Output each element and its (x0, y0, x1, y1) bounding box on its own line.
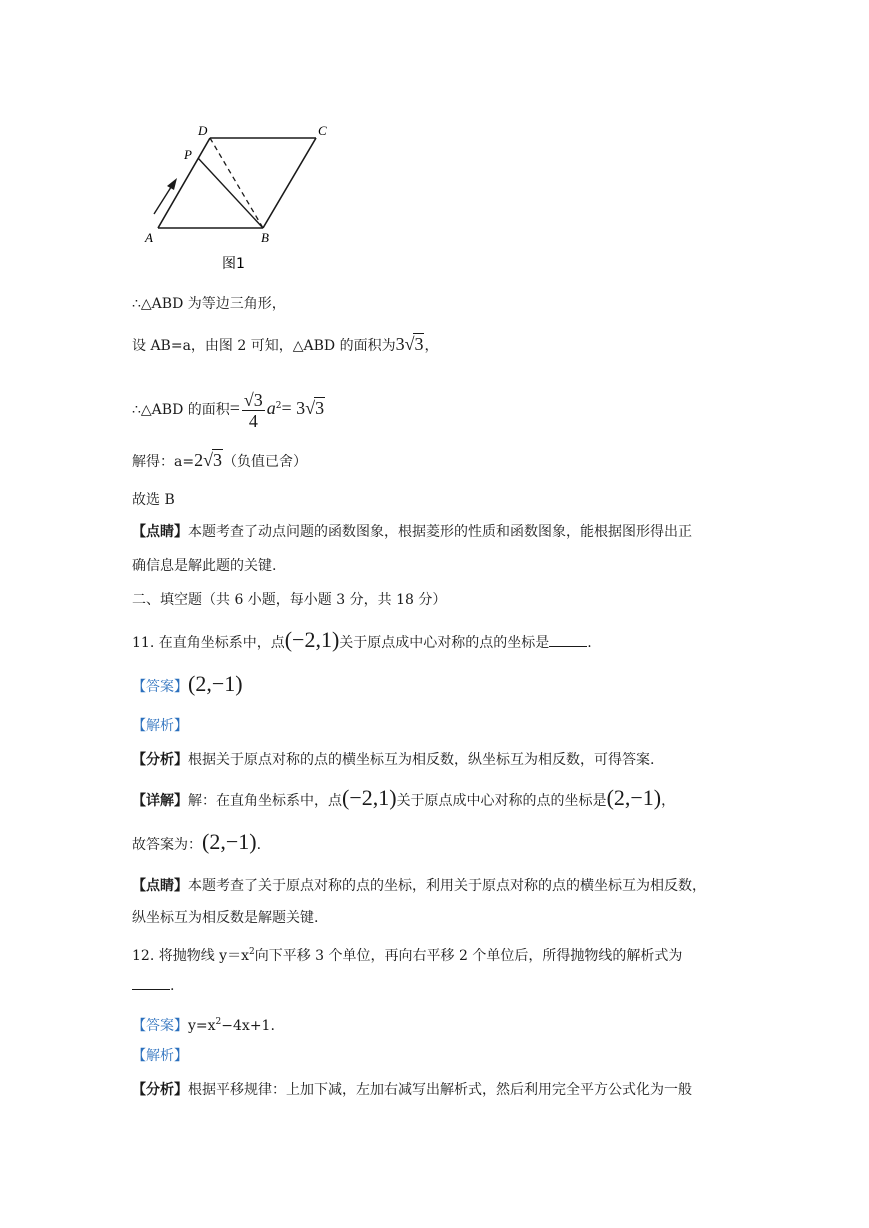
text: 关于原点成中心对称的点的坐标是 (339, 635, 550, 651)
figure-caption: 图1 (222, 256, 245, 272)
text: . (587, 635, 592, 651)
text: 本题考查了动点问题的函数图象，根据菱形的性质和函数图象，能根据图形得出正 (188, 524, 692, 540)
analysis-11 (132, 750, 654, 770)
answer-value: y=x (188, 1018, 216, 1034)
jiexi-tag-12: 【解析】 (132, 1048, 188, 1064)
exponent: 2 (215, 1017, 222, 1027)
detail-11 (132, 785, 676, 811)
eq: = (229, 398, 240, 418)
text: . (256, 837, 262, 853)
label-c: C (318, 123, 327, 138)
line-area-formula (132, 384, 325, 431)
arrow-head (167, 178, 177, 190)
denominator: 4 (248, 410, 258, 431)
text: （负值已舍） (222, 454, 307, 470)
tag: 【点睛】 (132, 524, 188, 540)
fraction (242, 390, 265, 431)
answer-12 (132, 1012, 275, 1036)
eq2: = 3 (281, 398, 306, 418)
text: 设 AB=a，由图 2 可知，△ABD 的面积为 (132, 338, 396, 354)
answer-value: (2,−1) (188, 671, 243, 696)
question-12 (132, 942, 682, 966)
line-solve (132, 450, 307, 472)
text: ， (424, 338, 439, 354)
label-a: A (145, 230, 153, 245)
question-12-cont (132, 976, 174, 996)
label-b: B (261, 230, 269, 245)
radicand: 3 (315, 398, 325, 418)
tag: 【分析】 (132, 1082, 188, 1098)
therefore-11 (132, 829, 262, 855)
coef: 3 (395, 334, 405, 354)
answer-blank (132, 977, 170, 990)
motion-arrow (154, 184, 173, 214)
jiexi-tag: 【解析】 (132, 718, 188, 734)
rhombus-figure (140, 118, 340, 278)
text: 解：在直角坐标系中，点 (188, 793, 342, 809)
sqrt-expression (405, 334, 425, 356)
text: ∴△ABD 的面积 (132, 402, 230, 418)
label-d: D (198, 123, 208, 138)
line-area-given (132, 334, 438, 356)
answer-tag: 【答案】 (132, 679, 188, 695)
line-dianjing-cont: 确信息是解此题的关键. (132, 558, 277, 574)
tag: 【分析】 (132, 752, 188, 768)
answer-value: −4x+1. (221, 1018, 275, 1034)
text: 12. 将抛物线 y＝x (132, 948, 249, 964)
question-11 (132, 627, 592, 653)
sqrt-expression (305, 386, 325, 432)
line-equilateral: ∴△ABD 为等边三角形， (132, 296, 286, 312)
line-dianjing (132, 522, 692, 542)
radicand: 3 (212, 450, 222, 470)
line-choice: 故选 B (132, 492, 175, 508)
answer-value: (2,−1) (202, 829, 257, 854)
tag: 【详解】 (132, 793, 188, 809)
dianjing-11 (132, 876, 706, 896)
text: ， (661, 793, 676, 809)
text: 解得：a= (132, 454, 195, 470)
tag: 【点睛】 (132, 878, 188, 894)
answer-tag: 【答案】 (132, 1018, 188, 1034)
radical-sign: √ (305, 398, 316, 418)
numerator: √3 (243, 389, 263, 410)
point: (−2,1) (284, 627, 340, 652)
dianjing-11-cont: 纵坐标互为相反数是解题关键. (132, 910, 319, 926)
text: 根据关于原点对称的点的横坐标互为相反数，纵坐标互为相反数，可得答案. (188, 752, 655, 768)
text: 根据平移规律：上加下减，左加右减写出解析式，然后利用完全平方公式化为一般 (188, 1082, 692, 1098)
var-a: a (266, 398, 276, 418)
radical-sign: √ (404, 334, 415, 354)
radicand: 3 (414, 334, 424, 354)
text: 本题考查了关于原点对称的点的坐标，利用关于原点对称的点的横坐标互为相反数， (188, 878, 706, 894)
point: (−2,1) (342, 785, 397, 810)
analysis-12 (132, 1080, 692, 1100)
text: 故答案为： (132, 837, 202, 853)
sqrt-expression (203, 450, 223, 472)
text: 11. 在直角坐标系中，点 (132, 635, 285, 651)
text: 关于原点成中心对称的点的坐标是 (396, 793, 607, 809)
exponent: 2 (248, 947, 255, 957)
segment-pb (198, 158, 263, 228)
answer-11 (132, 671, 243, 697)
exponent: 2 (275, 401, 282, 411)
answer-value: (2,−1) (606, 785, 662, 810)
text: . (170, 978, 175, 994)
section-heading: 二、填空题（共 6 小题，每小题 3 分，共 18 分） (132, 592, 447, 608)
text: 向下平移 3 个单位，再向右平移 2 个单位后，所得抛物线的解析式为 (254, 948, 683, 964)
coef: 2 (194, 450, 204, 470)
answer-blank (549, 634, 587, 647)
radical-sign: √ (203, 450, 213, 470)
label-p: P (184, 147, 192, 162)
side-cb (263, 138, 316, 228)
diagonal-db (210, 138, 263, 228)
